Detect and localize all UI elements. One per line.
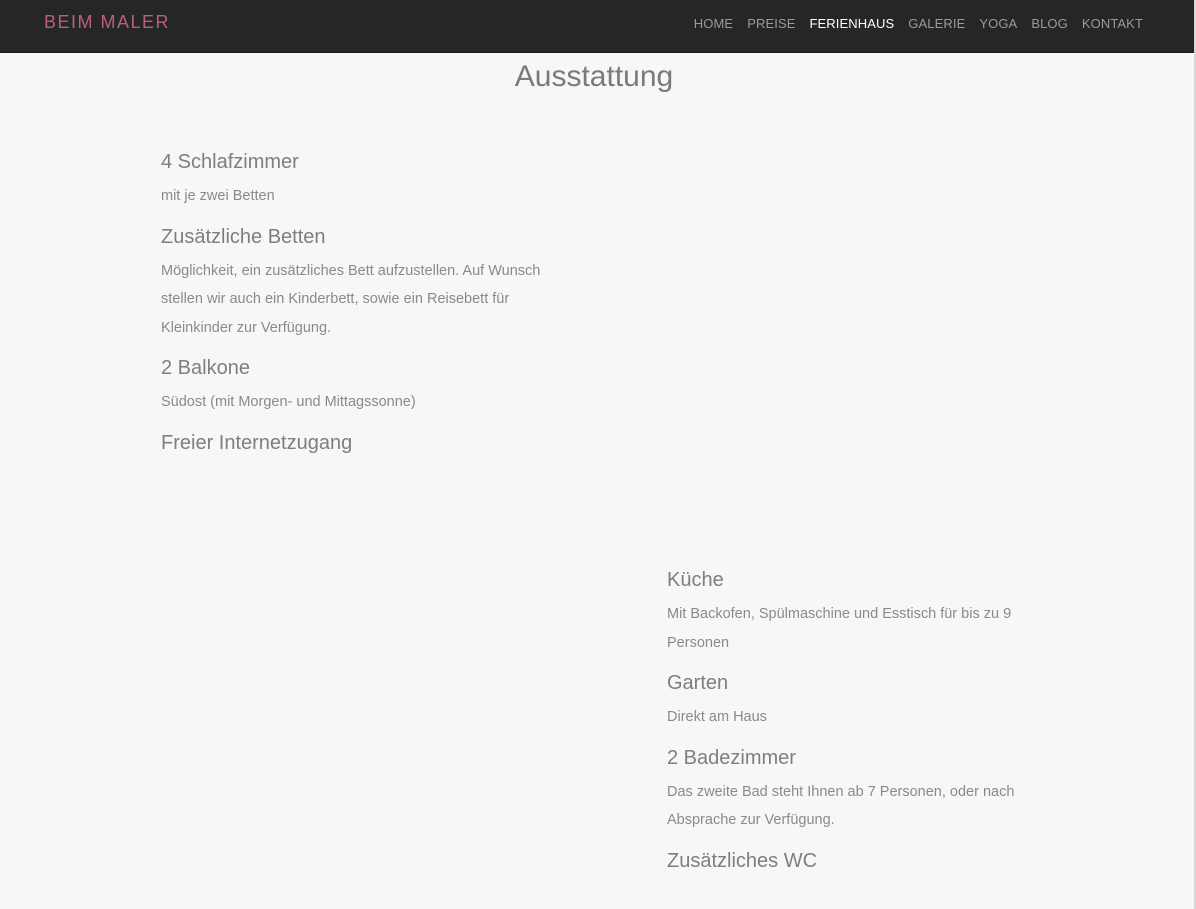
main-nav [694, 15, 1143, 33]
nav-link-kontakt[interactable]: KONTAKT [1081, 16, 1143, 31]
feature-item [667, 568, 1027, 657]
nav-link-home[interactable]: HOME [693, 16, 734, 31]
feature-title: 2 Balkone [161, 357, 250, 379]
feature-text: mit je zwei Betten [161, 188, 275, 204]
feature-item [667, 849, 1027, 873]
nav-link-galerie[interactable]: GALERIE [908, 16, 966, 31]
nav-link-blog[interactable]: BLOG [1031, 16, 1068, 31]
feature-text: Südost (mit Morgen- und Mittagssonne) [161, 394, 416, 410]
feature-text: Direkt am Haus [667, 709, 767, 725]
nav-item-galerie [908, 15, 965, 33]
page-title: Ausstattung [514, 60, 674, 93]
feature-title: 2 Badezimmer [667, 746, 796, 769]
feature-item [161, 431, 561, 455]
nav-item-home [694, 15, 733, 33]
nav-item-ferienhaus [810, 15, 895, 33]
feature-title: Zusätzliche Betten [161, 225, 326, 248]
nav-item-kontakt [1082, 15, 1143, 33]
feature-text: Das zweite Bad steht Ihnen ab 7 Personen, oder nach Absprache zur Verfügung. [667, 783, 1015, 828]
feature-title: Küche [667, 569, 724, 591]
feature-item [161, 225, 561, 343]
feature-title: Freier Internetzugang [161, 431, 353, 454]
feature-item [667, 671, 1027, 732]
feature-list-right [667, 568, 1027, 887]
nav-item-blog [1031, 15, 1068, 33]
feature-title: 4 Schlafzimmer [161, 151, 299, 173]
feature-title: Zusätzliches WC [667, 849, 818, 872]
brand-logo-link[interactable]: BEIM MALER [44, 12, 171, 32]
nav-item-yoga [979, 15, 1017, 33]
nav-link-ferienhaus[interactable]: FERIENHAUS [809, 16, 895, 31]
top-navbar [0, 0, 1194, 53]
feature-item [161, 150, 561, 211]
feature-title: Garten [667, 672, 729, 694]
feature-item [161, 356, 561, 417]
feature-list-left [161, 150, 561, 469]
feature-text: Mit Backofen, Spülmaschine und Esstisch für bis zu 9 Personen [667, 606, 1012, 651]
feature-item [667, 746, 1027, 835]
nav-item-preise [747, 15, 795, 33]
nav-link-preise[interactable]: PREISE [747, 16, 796, 31]
feature-text: Möglichkeit, ein zusätzliches Bett aufzustellen. Auf Wunsch stellen wir auch ein Kinderbett, sowie ein Reisebett für Kleinkinder zur Verfügung. [161, 262, 541, 336]
nav-link-yoga[interactable]: YOGA [979, 16, 1018, 31]
